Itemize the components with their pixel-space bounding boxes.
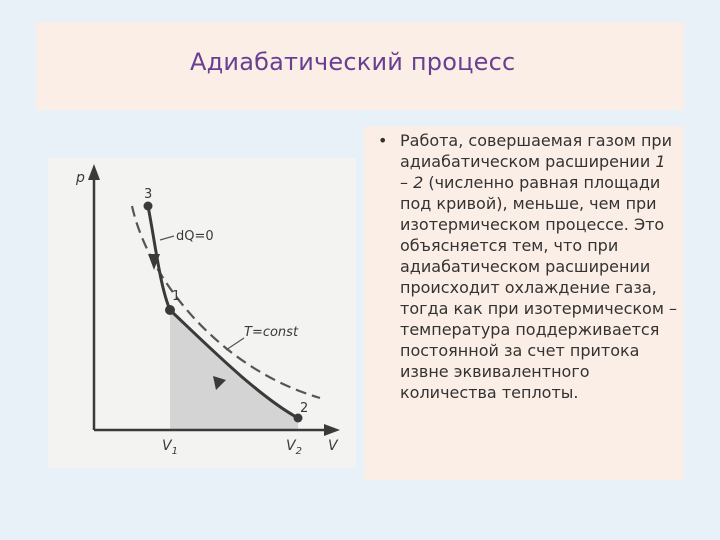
bullet-text bbox=[400, 130, 678, 403]
pv-diagram-svg bbox=[48, 158, 356, 468]
point-1-label: 1 bbox=[172, 289, 181, 304]
slide-title: Адиабатический процесс bbox=[190, 48, 516, 76]
v1-label-sub: 1 bbox=[171, 446, 178, 457]
v-axis-label: V bbox=[328, 438, 338, 454]
bullet-text-part1: Работа, совершаемая газом при адиабатическом расширении bbox=[400, 131, 672, 171]
v2-label bbox=[286, 438, 302, 457]
v1-label bbox=[162, 438, 178, 457]
adiabat-leader bbox=[160, 236, 174, 240]
isotherm-label: T=const bbox=[244, 325, 299, 340]
v2-label-main: V bbox=[286, 438, 296, 454]
point-3-marker bbox=[144, 202, 153, 211]
v-axis-arrow bbox=[324, 424, 340, 436]
bullet-text-part2: (численно равная площади под кривой), меньше, чем при изотермическом процессе. Это объясняется тем, что при адиабатическом расширении происходит охлаждение газа, тогда как при изотермическом – температура поддерживается постоянной за счет притока извне эквивалентного количества теплоты. bbox=[400, 173, 677, 402]
isotherm-leader bbox=[226, 338, 244, 350]
pv-diagram bbox=[48, 158, 356, 468]
p-axis-arrow bbox=[88, 164, 100, 180]
v2-label-sub: 2 bbox=[295, 446, 302, 457]
v1-label-main: V bbox=[162, 438, 172, 454]
bullet-item bbox=[378, 130, 678, 403]
point-1-marker bbox=[165, 305, 175, 315]
p-axis-label: p bbox=[76, 170, 85, 186]
adiabat-label: dQ=0 bbox=[176, 229, 214, 244]
text-panel bbox=[364, 126, 684, 480]
bullet-dot-icon: • bbox=[378, 131, 388, 150]
point-2-label: 2 bbox=[300, 401, 309, 416]
point-3-label: 3 bbox=[144, 187, 153, 202]
bullet-text-range: 1 – 2 bbox=[400, 152, 666, 192]
